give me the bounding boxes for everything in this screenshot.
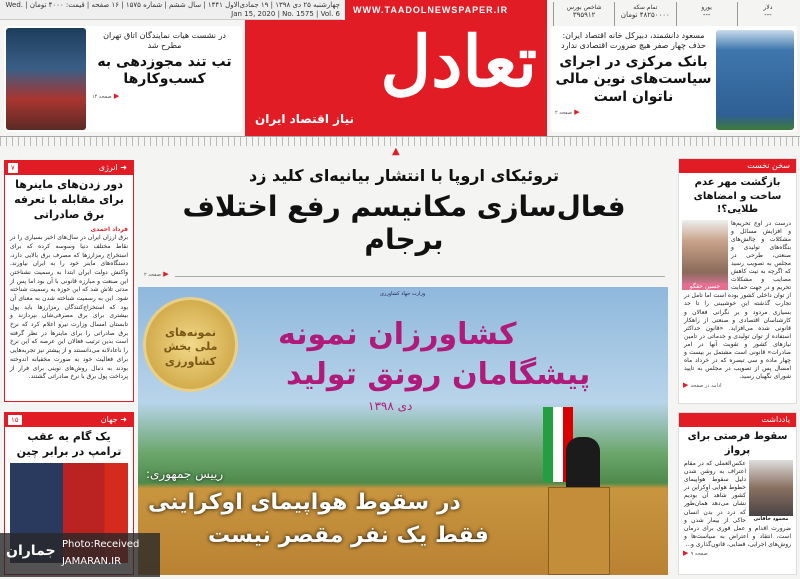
hero-photo[interactable]: [138, 287, 668, 575]
banner-title: کشاورزان نمونه: [278, 317, 517, 352]
market-item: [676, 2, 737, 26]
market-item: [737, 2, 798, 26]
teaser-left[interactable]: [4, 26, 242, 132]
market-ticker: [553, 2, 798, 26]
teaser-kicker: در نشست هیات نمایندگان اتاق تهران مطرح شد: [103, 31, 226, 51]
top-info-strip: [0, 0, 342, 20]
main-headline[interactable]: فعال‌سازی مکانیسم رفع اختلاف برجام: [182, 190, 626, 256]
section-label: انرژی: [98, 163, 118, 172]
ruler-divider: [0, 136, 800, 146]
quote-line-2: فقط یک نفر مقصر نیست: [208, 523, 489, 548]
arrow-icon: ➜: [117, 163, 127, 172]
column-body: درست در اوج تحریم‌ها و افزایش مسائل و مشکلات و چالش‌های بنگاه‌های تولیدی و صنعتی، طرحی در مجلس به تصویب رسید که اگرچه به نیت کاهش مصایب و مشکلات تحریم و در جهت حمایت از توان داخلی کشور بوده است اما تامل در تجارب گذشته این خوشبینی را تا حد بسیاری مردود و بر نگرانی فعالان و کارشناسان اقتصادی و صنعتی از راهکار قانونی شده می‌افزاید. «قانون حداکثر استفاده از توان تولیدی و خدماتی در تامین نیازهای کشور و تقویت آنها در امر صادرات» قانونی است مشتمل بر بیست و چهار ماده و سی تبصره که در خرداد ماه امسال پس از تصویب در مجلس به تایید شورای نگهبان رسید.: [684, 219, 791, 381]
energy-column[interactable]: [4, 160, 134, 402]
website-url[interactable]: WWW.TAADOLNEWSPAPER.IR: [353, 5, 509, 15]
speaker-figure: [566, 437, 600, 489]
arrow-icon: ➜: [117, 415, 127, 424]
banner-subtitle: پیشگامان رونق تولید: [286, 357, 591, 392]
market-label: تمام سکه: [633, 4, 658, 11]
newspaper-logo: تعادل: [380, 20, 537, 103]
column-body: برق ارزان ایران در سال‌های اخیر بسیاری را در نقاط مختلف دنیا وسوسه کرده که برای استخراج رمزارزها که مصرف برق بالایی دارد، دستگاه‌های ماینر خود را به ایران بیاورند. واکنش دولت ایران ابتدا به رسمیت نشناختن این صنعت و مبارزه قانونی با آن بود اما پس از مدتی تلاش شد که این حوزه به رسمیت شناخته شود. این به رسمیت شناخته شدن به معنای آن بود که استخراج‌کنندگان رمزارزها باید پول بیشتری برای برق مصرفی‌شان بپردازند و تابستان امسال وزارت نیرو اعلام کرد که نرخ برق صادراتی را برای ماینرها در نظر گرفته است بدین ترتیب فعالان این عرصه که این نرخ را ناعادلانه می‌دانستند و از پیشتر نیز تجربه‌هایی برای فعالیت خود به صورت مخفیانه اندوخته بودند به دنبال روش‌های نوینی برای فرار از پرداخت پول برق با نرخ صادراتی گشتند.: [10, 234, 128, 381]
section-label: جهان: [100, 415, 118, 424]
column-title: سقوط فرصتی برای پرواز: [687, 431, 788, 456]
market-value: ---: [764, 11, 772, 19]
teaser-text: [555, 31, 712, 116]
url-strip: [345, 0, 547, 20]
central-bank-photo: [716, 30, 794, 130]
market-value: ---: [702, 11, 711, 19]
watermark: [0, 533, 160, 577]
dateline: چهارشنبه ۲۵ دی ۱۳۹۸ | ۱۹ جمادی‌الاول ۱۴۴۱ | سال ششم | شماره ۱۵۷۵ | ۱۶ صفحه | قیمت: ۴۰۰۰ تومان | Wed. Jan 15, 2020 | No. 1575 | Vol. 6: [5, 1, 340, 18]
market-value: ۳۹۵۹۱۲: [572, 11, 596, 19]
triangle-marker-icon: ▲: [392, 146, 400, 157]
watermark-site: JAMARAN.IR: [62, 556, 122, 567]
market-item: [614, 2, 675, 26]
photo-credit: Photo:Received: [62, 539, 140, 550]
column-title: دور زدن‌های ماینرها برای مقابله با تعرفه برق صادراتی: [14, 178, 124, 221]
section-energy: [5, 161, 133, 175]
market-label: دلار: [763, 4, 773, 11]
page-ref: ▶ صفحه ۱۴: [92, 92, 237, 100]
market-label: یورو: [701, 4, 712, 11]
section-note: [679, 413, 796, 427]
section-world: [5, 413, 133, 427]
section-label: یادداشت: [761, 415, 790, 424]
author-photo: [749, 460, 793, 522]
page-ref: ▶ صفحه ۹: [679, 549, 796, 557]
jamaran-logo: جماران: [6, 543, 56, 559]
page-number: ۷: [8, 163, 18, 173]
ministry-logo: وزارت جهاد کشاورزی: [380, 291, 426, 297]
meeting-photo: [6, 28, 86, 130]
podium: [548, 487, 610, 575]
page-ref: ▶ صفحه ۲: [555, 108, 712, 116]
teaser-title: تب تند مجوزدهی به کسب‌وکارها: [97, 53, 232, 88]
main-kicker: تروئیکای اروپا با انتشار بیانیه‌ای کلید زد: [248, 166, 559, 185]
market-label: شاخص بورس: [566, 4, 602, 11]
teaser-text: [92, 31, 237, 100]
column-title: یک گام به عقب ترامپ در برابر چین: [16, 430, 122, 458]
quote-line-1: در سقوط هواپیمای اوکراینی: [148, 490, 461, 515]
column-body: عکس‌العملی که در مقام اعتراف به روشن شدن دلیل سقوط هواپیمای خطوط هوایی اوکراین در کشور شاهد آن بودیم نشان می‌دهد همان‌طور که درد در بدن انسان حاکی از بیمار شدن و ضرورت اقدام و عمل فوری برای درمان است، انتقاد و اعتراض به سیاست‌ها و روش‌های اجرایی، قضایی، قانون‌گذاری و...: [684, 460, 791, 548]
section-editorial: [679, 159, 796, 173]
award-coin: نمونه‌های ملی بخش کشاورزی: [143, 297, 238, 392]
page-ref: ▶ صفحه ۲: [144, 270, 169, 278]
column-title: بازگشت مهر عدم ساخت و امضاهای طلایی؟!: [693, 177, 782, 215]
teaser-kicker: مسعود دانشمند، دبیرکل خانه اقتصاد ایران: حذف چهار صفر هیچ ضرورت اقتصادی ندارد: [561, 31, 706, 51]
page-ref: ▶ ادامه در صفحه: [679, 381, 796, 389]
section-label: سخن نخست: [747, 161, 790, 170]
author: فرداد احمدی: [90, 225, 128, 233]
editorial-column[interactable]: [678, 158, 797, 404]
page-number: ۱۵: [8, 415, 22, 425]
market-value: ۴۸۲۵۰۰۰۰ تومان: [620, 11, 670, 19]
teaser-right[interactable]: [551, 26, 797, 132]
slogan: نیاز اقتصاد ایران: [255, 112, 354, 126]
masthead: [245, 20, 547, 136]
banner-date: دی ۱۳۹۸: [368, 399, 413, 413]
quote-label: رییس جمهوری:: [146, 467, 224, 481]
author: محمود خاقانی: [749, 516, 793, 522]
teaser-title: بانک مرکزی در اجرای سیاست‌های نوین مالی ناتوان است: [555, 53, 712, 105]
market-item: [553, 2, 614, 26]
author: حسین حقگو: [682, 283, 728, 290]
author-photo: [682, 220, 728, 290]
divider: [175, 276, 665, 277]
note-column[interactable]: [678, 412, 797, 575]
